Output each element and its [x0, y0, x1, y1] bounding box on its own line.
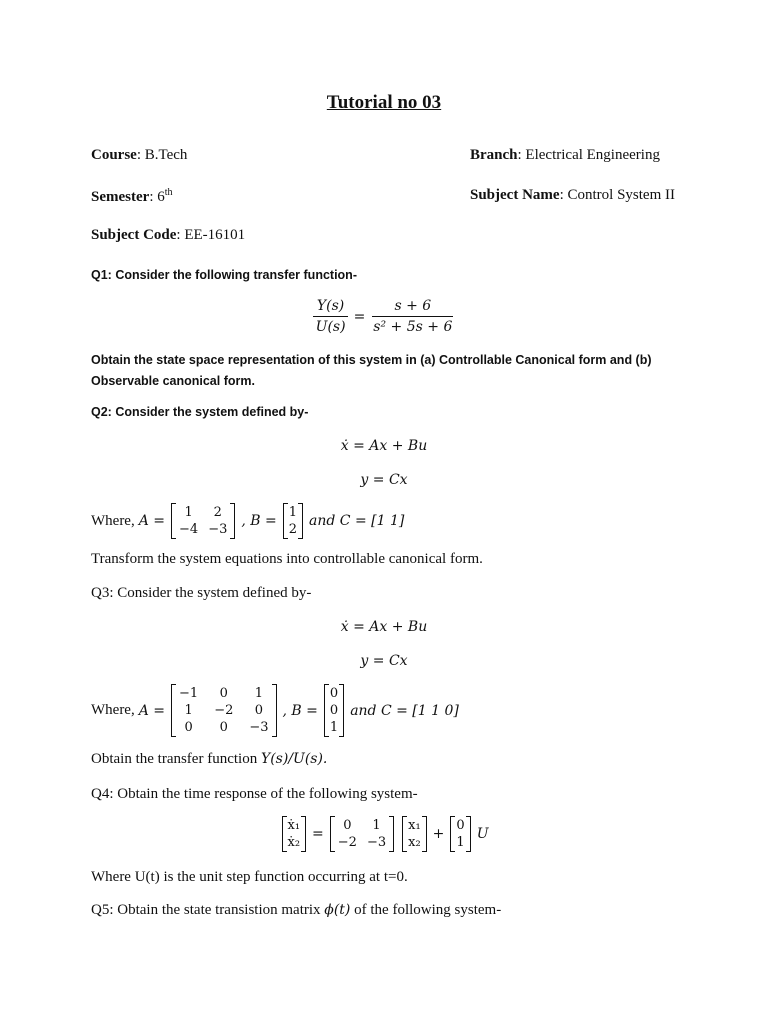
q3-heading: Q3: Consider the system defined by-	[91, 585, 312, 601]
q3-matrix-a-cell: 0	[254, 703, 264, 718]
q4-note: Where U(t) is the unit step function occurring at t=0.	[91, 869, 408, 885]
semester-info	[91, 187, 173, 206]
semester-sup: th	[164, 187, 173, 198]
q4-state-derivative-cell: ẋ₂	[287, 835, 301, 850]
q3-matrix-b-cell: 0	[329, 686, 339, 701]
branch-label: Branch	[470, 147, 518, 163]
q2-c-definition: and C = [1 1]	[309, 513, 405, 529]
q2-output-equation: y = Cx	[360, 472, 408, 488]
q3-matrices	[91, 684, 459, 737]
q4-state-derivative-vector	[282, 816, 307, 852]
q1-rhs-fraction	[369, 298, 456, 335]
q5-suffix: of the following system-	[350, 902, 502, 918]
q3-state-equation: ẋ = Ax + Bu	[340, 619, 428, 635]
q4-plus: +	[432, 826, 445, 842]
q2-matrix-b	[283, 503, 303, 539]
code-label: Subject Code	[91, 227, 177, 243]
code-info	[91, 227, 245, 244]
q2-task: Transform the system equations into controllable canonical form.	[91, 551, 483, 567]
q1-heading	[91, 268, 357, 282]
q2-matrix-b-cell: 2	[288, 522, 298, 537]
subject-value: : Control System II	[559, 187, 675, 203]
q3-task-prefix: Obtain the transfer function	[91, 751, 261, 767]
q3-matrix-b-cell: 0	[329, 703, 339, 718]
branch-info	[470, 147, 660, 164]
q2-matrix-a-cell: −4	[179, 522, 199, 537]
q3-a-label: A =	[138, 702, 166, 719]
q4-state-vector	[402, 816, 427, 852]
q1-transfer-function: $\frac{Y(s)}{U(s)}$ = $\frac{s + 6}{\text{s² + 5s + 6}}$	[0, 298, 768, 335]
q3-task-math: Y(s)/U(s).	[260, 751, 328, 767]
q2-matrix-a-cell: 1	[184, 505, 193, 520]
q4-system-equation	[0, 816, 768, 852]
q2-a-label: A =	[138, 513, 166, 529]
q1-lhs-num: Y(s)	[313, 298, 348, 317]
page-title: Tutorial no 03	[326, 92, 442, 113]
q4-matrix-a-cell: −2	[337, 835, 357, 850]
q3-matrix-a-cell: 1	[184, 703, 193, 718]
q2-text: Consider the system defined by-	[111, 405, 309, 419]
q2-matrix-a	[171, 503, 235, 539]
course-label: Course	[91, 147, 137, 163]
q2-matrix-a-cell: −3	[208, 522, 228, 537]
q3-matrix-a	[171, 684, 277, 737]
semester-label: Semester	[91, 189, 150, 205]
q3-matrix-b-cell: 1	[329, 720, 339, 735]
q5-math: ϕ(t)	[324, 902, 351, 918]
q4-input-u: U	[476, 826, 489, 842]
subject-info	[470, 187, 675, 204]
q3-matrix-a-cell: 0	[219, 720, 228, 735]
q3-output-equation: y = Cx	[360, 653, 408, 669]
q3-b-label: , B =	[282, 702, 318, 719]
q4-heading: Q4: Obtain the time response of the following system-	[91, 786, 418, 802]
q3-task	[91, 751, 327, 768]
q2-label: Q2:	[91, 405, 112, 419]
q2-state-equation: ẋ = Ax + Bu	[340, 438, 428, 454]
q3-matrix-b	[324, 684, 344, 737]
semester-value: : 6	[149, 189, 165, 205]
course-value: : B.Tech	[136, 147, 188, 163]
q3-matrix-a-cell: 1	[254, 686, 264, 701]
q4-matrix-b-cell: 1	[456, 835, 465, 850]
q4-matrix-b-cell: 0	[456, 818, 465, 833]
q4-matrix-b	[450, 816, 470, 852]
q1-lhs-den: U(s)	[315, 319, 346, 335]
q1-task: Obtain the state space representation of this system in (a) Controllable Canonical form and (b) Observable canonical form.	[91, 353, 652, 388]
q4-state-derivative-cell: ẋ₁	[287, 818, 301, 833]
branch-value: : Electrical Engineering	[517, 147, 660, 163]
code-value: : EE-16101	[176, 227, 246, 243]
q2-b-label: , B =	[241, 513, 277, 529]
q3-c-definition: and C = [1 1 0]	[350, 702, 459, 719]
q4-state-cell: x₁	[408, 818, 421, 833]
q4-matrix-a-cell: 1	[372, 818, 381, 833]
q1-lhs-fraction	[312, 298, 350, 335]
q4-matrix-a-cell: −3	[366, 835, 387, 850]
q2-matrix-a-cell: 2	[213, 505, 222, 520]
q5-heading	[91, 902, 501, 919]
q2-matrix-b-cell: 1	[288, 505, 298, 520]
q3-matrix-a-cell: −2	[214, 703, 234, 718]
q4-state-cell: x₂	[408, 835, 421, 850]
q3-matrix-a-cell: −3	[249, 720, 269, 735]
q4-matrix-a	[330, 816, 394, 852]
q4-matrix-a-cell: 0	[343, 818, 352, 833]
subject-label: Subject Name	[470, 187, 560, 203]
q3-matrix-a-cell: 0	[184, 720, 193, 735]
q1-label: Q1:	[91, 268, 112, 282]
q4-equals: =	[312, 826, 324, 842]
q3-matrix-a-cell: 0	[219, 686, 228, 701]
q2-heading	[91, 405, 308, 419]
course-info	[91, 147, 187, 164]
q2-matrices	[91, 503, 404, 539]
q1-rhs-den: s² + 5s + 6	[373, 319, 453, 335]
q2-where: Where,	[91, 512, 135, 529]
q1-rhs-num: s + 6	[372, 298, 453, 317]
q5-prefix: Q5: Obtain the state transistion matrix	[91, 902, 325, 918]
q1-text: Consider the following transfer function-	[111, 268, 357, 282]
q3-matrix-a-cell: −1	[179, 686, 199, 701]
q3-where: Where,	[91, 702, 135, 718]
